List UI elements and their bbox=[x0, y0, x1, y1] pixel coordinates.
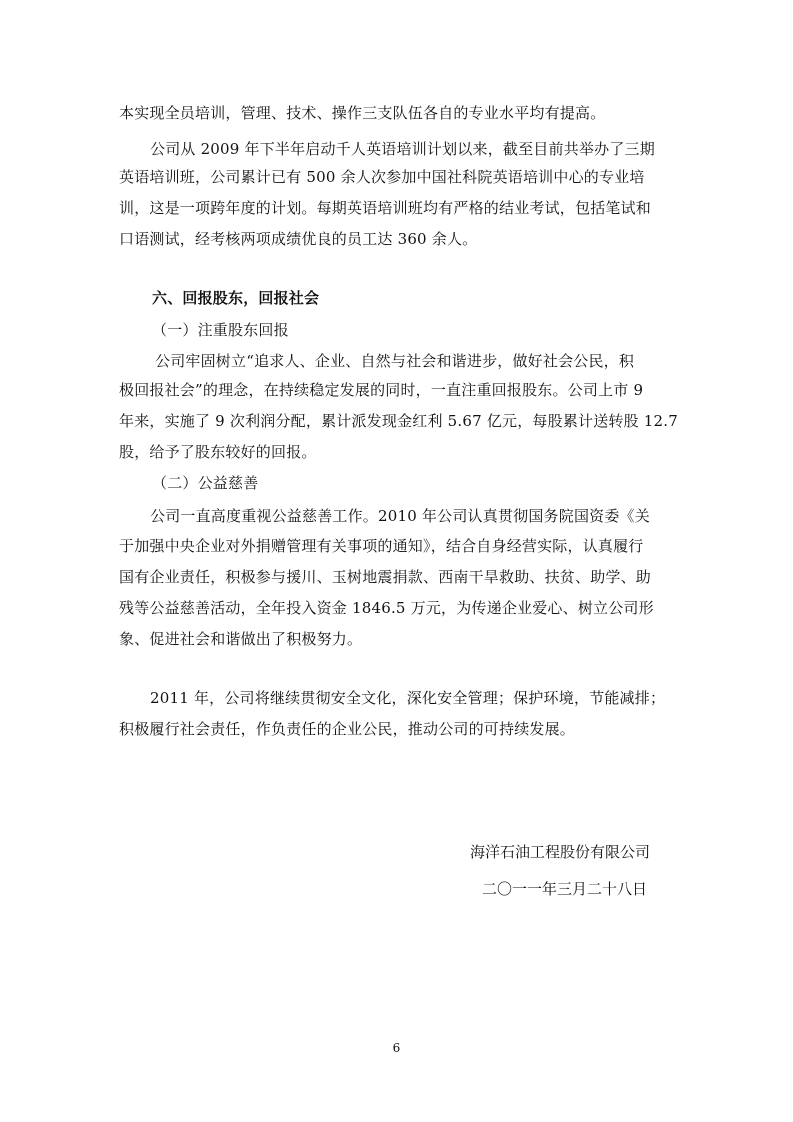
paragraph-line: 口语测试，经考核两项成绩优良的员工达 360 余人。 bbox=[119, 230, 478, 248]
subsection-heading: （一）注重股东回报 bbox=[152, 321, 289, 339]
paragraph-line: 公司从 2009 年下半年启动千人英语培训计划以来，截至目前共举办了三期 bbox=[150, 140, 655, 158]
paragraph-line: 年来，实施了 9 次利润分配，累计派发现金红利 5.67 亿元，每股累计送转股 12.7 bbox=[119, 412, 678, 430]
section-heading: 六、回报股东，回报社会 bbox=[152, 289, 320, 307]
paragraph-line: 本实现全员培训，管理、技术、操作三支队伍各自的专业水平均有提高。 bbox=[119, 104, 606, 122]
paragraph-line: 极回报社会”的理念，在持续稳定发展的同时，一直注重回报股东。公司上市 9 bbox=[119, 381, 644, 399]
signature-company: 海洋石油工程股份有限公司 bbox=[470, 843, 651, 861]
paragraph-line: 积极履行社会责任，作负责任的企业公民，推动公司的可持续发展。 bbox=[119, 720, 576, 738]
page-number: 6 bbox=[392, 1041, 401, 1055]
paragraph-line: 2011 年，公司将继续贯彻安全文化，深化安全管理；保护环境，节能减排； bbox=[150, 689, 666, 707]
paragraph-line: 象、促进社会和谐做出了积极努力。 bbox=[119, 630, 363, 648]
subsection-heading: （二）公益慈善 bbox=[152, 474, 259, 492]
paragraph-line: 股，给予了股东较好的回报。 bbox=[119, 443, 317, 461]
paragraph-line: 于加强中央企业对外捐赠管理有关事项的通知》，结合自身经营实际，认真履行 bbox=[119, 537, 644, 555]
paragraph-line: 公司牢固树立“追求人、企业、自然与社会和谐进步，做好社会公民，积 bbox=[155, 352, 635, 370]
signature-date: 二〇一一年三月二十八日 bbox=[482, 880, 648, 898]
paragraph-line: 训，这是一项跨年度的计划。每期英语培训班均有严格的结业考试，包括笔试和 bbox=[119, 199, 652, 217]
paragraph-line: 英语培训班，公司累计已有 500 余人次参加中国社科院英语培训中心的专业培 bbox=[119, 168, 645, 186]
paragraph-line: 国有企业责任，积极参与援川、玉树地震捐款、西南干旱救助、扶贫、助学、助 bbox=[119, 568, 652, 586]
paragraph-line: 残等公益慈善活动，全年投入资金 1846.5 万元，为传递企业爱心、树立公司形 bbox=[119, 599, 654, 617]
paragraph-line: 公司一直高度重视公益慈善工作。2010 年公司认真贯彻国务院国资委《关 bbox=[150, 507, 650, 525]
